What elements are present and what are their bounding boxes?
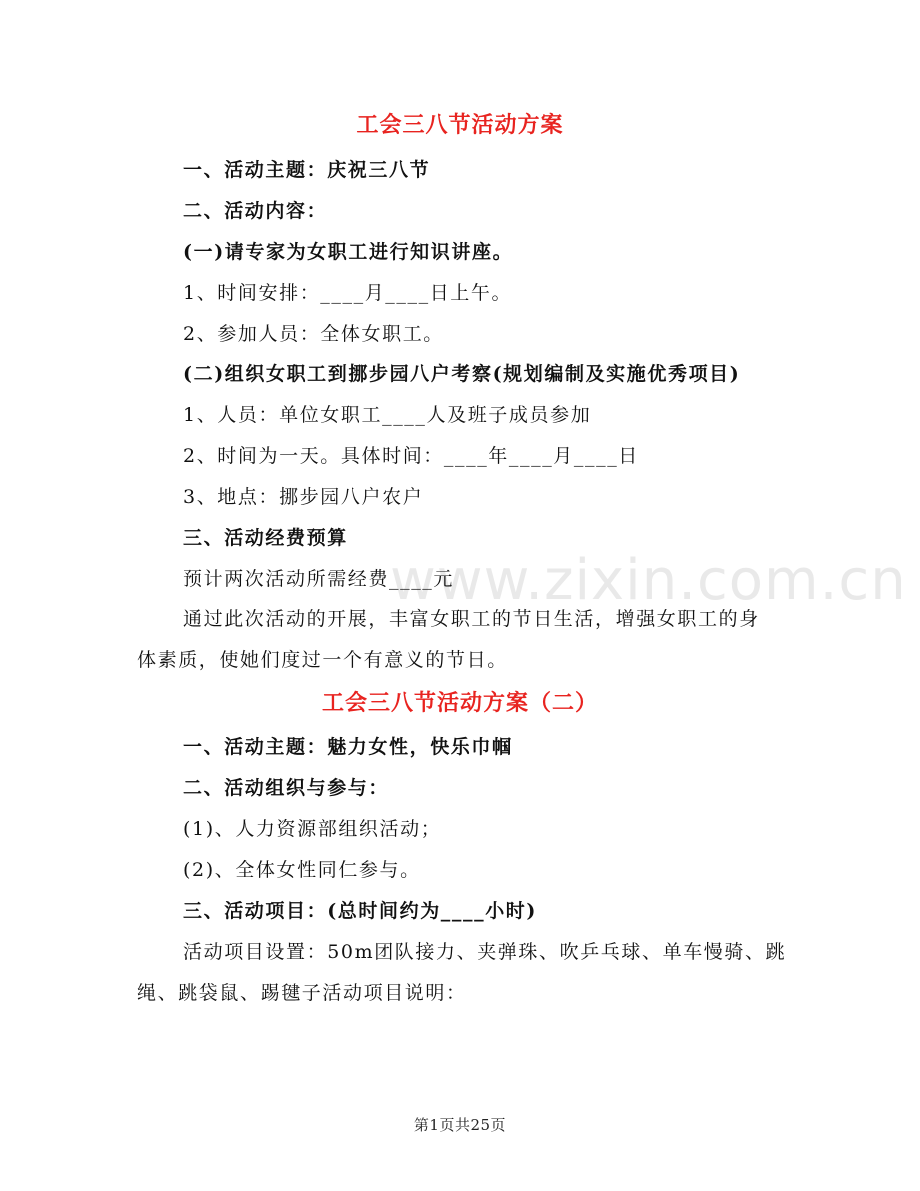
page-footer: 第1页共25页 xyxy=(413,1116,507,1134)
s2-organization-heading: 二、活动组织与参与： xyxy=(183,777,390,799)
s1-summary-line1: 通过此次活动的开展，丰富女职工的节日生活，增强女职工的身 xyxy=(183,608,760,630)
s2-items-line1: 活动项目设置：50m团队接力、夹弹珠、吹乒乓球、单车慢骑、跳 xyxy=(183,941,787,963)
section2-title: 工会三八节活动方案（二） xyxy=(321,690,598,716)
s1-part1-time: 1、时间安排：____月____日上午。 xyxy=(183,282,513,304)
s1-budget-heading: 三、活动经费预算 xyxy=(183,527,348,549)
s1-theme: 一、活动主题：庆祝三八节 xyxy=(183,159,431,181)
section1-title: 工会三八节活动方案 xyxy=(356,112,564,138)
s2-items-heading: 三、活动项目：(总时间约为____小时) xyxy=(183,900,537,922)
s2-items-line2: 绳、跳袋鼠、踢毽子活动项目说明： xyxy=(137,982,467,1004)
s1-part1-heading: (一)请专家为女职工进行知识讲座。 xyxy=(183,241,514,263)
watermark: www.zixin.com.cn xyxy=(390,548,907,613)
s1-budget: 预计两次活动所需经费____元 xyxy=(183,568,455,590)
s2-theme: 一、活动主题：魅力女性，快乐巾帼 xyxy=(183,736,513,758)
s1-part2-people: 1、人员：单位女职工____人及班子成员参加 xyxy=(183,404,592,426)
s1-content-heading: 二、活动内容： xyxy=(183,200,328,222)
s2-organizer: (1)、人力资源部组织活动； xyxy=(183,818,442,840)
s1-part1-people: 2、参加人员：全体女职工。 xyxy=(183,323,444,345)
s1-part2-heading: (二)组织女职工到挪步园八户考察(规划编制及实施优秀项目) xyxy=(183,363,741,385)
s1-part2-time: 2、时间为一天。具体时间：____年____月____日 xyxy=(183,445,639,467)
s1-part2-location: 3、地点：挪步园八户农户 xyxy=(183,486,424,508)
s2-participants: (2)、全体女性同仁参与。 xyxy=(183,859,421,881)
s1-summary-line2: 体素质，使她们度过一个有意义的节日。 xyxy=(137,649,508,671)
